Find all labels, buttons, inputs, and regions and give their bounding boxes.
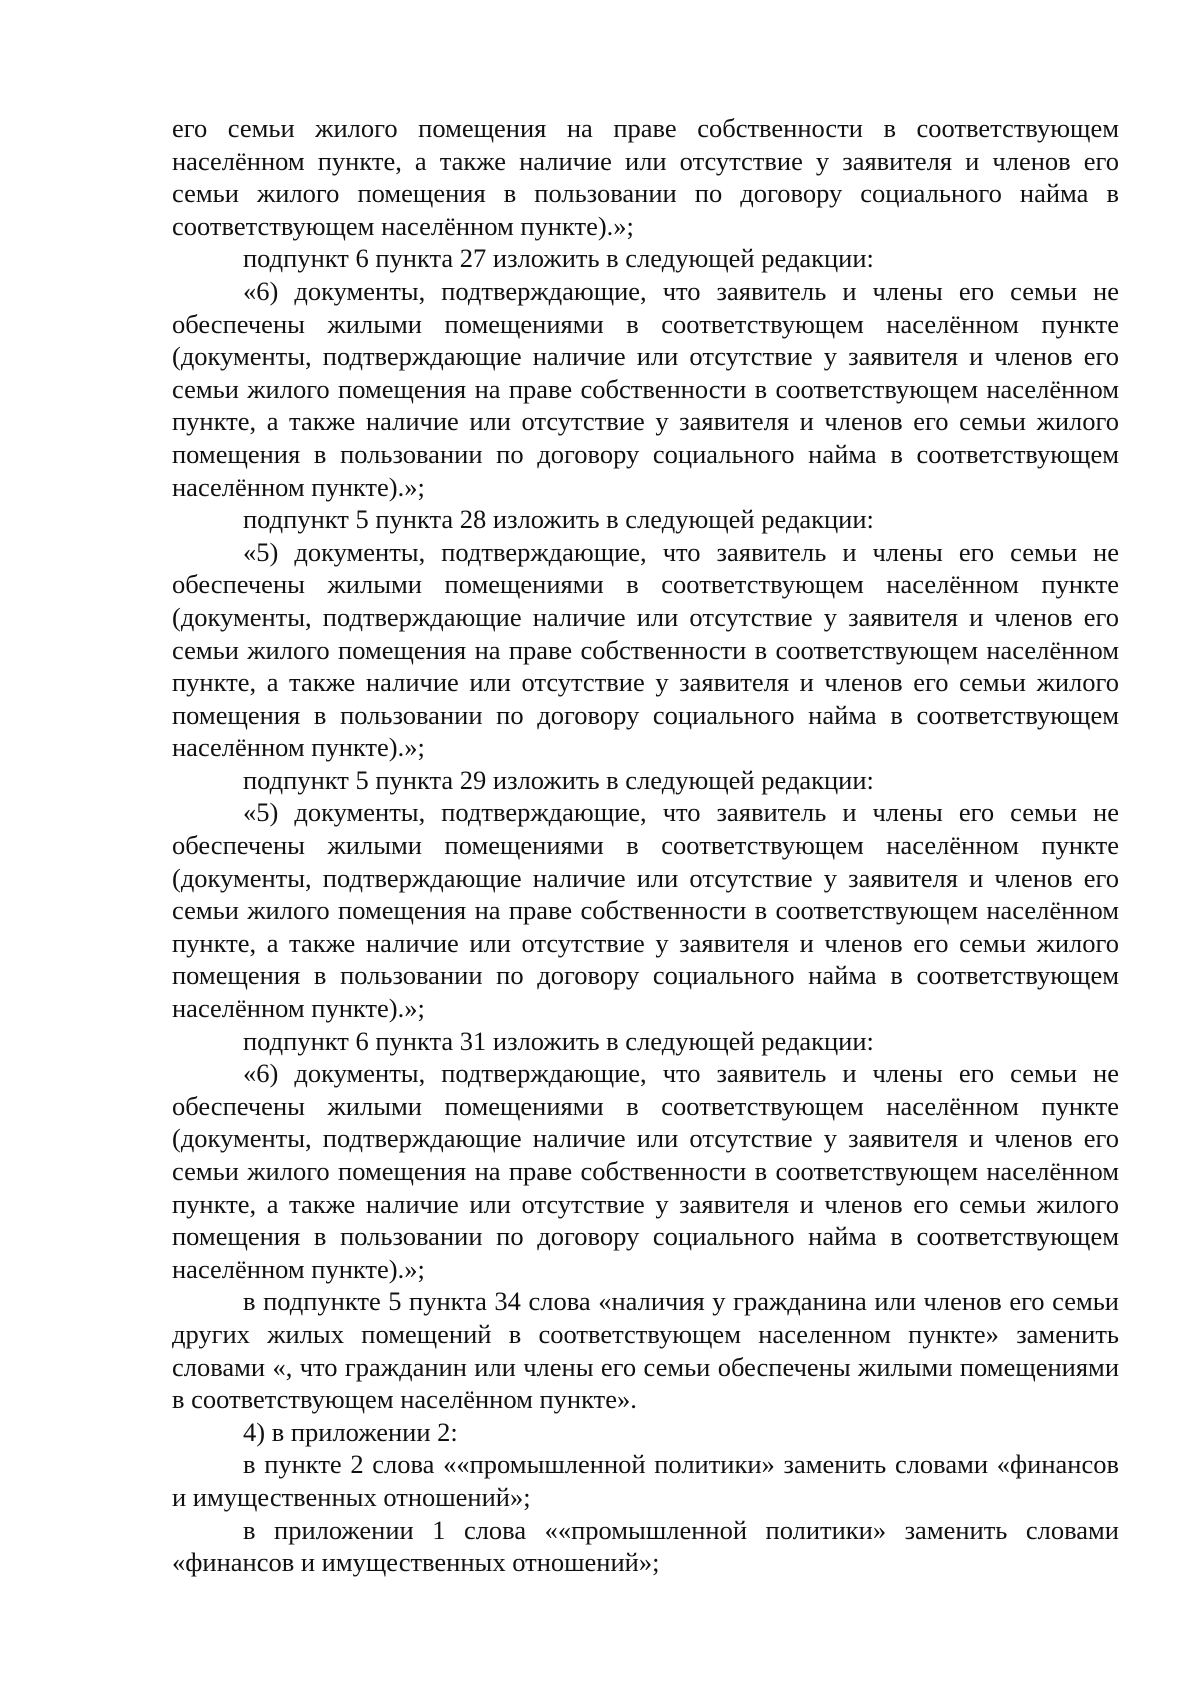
document-page [172, 112, 1119, 1579]
paragraph-continuation: его семьи жилого помещения на праве собственности в соответствующем населённом пункте, а также наличие или отсутствие у заявителя и членов его семьи жилого помещения в пользовании по договору социального найма в соответствующем населённом пункте).»; [172, 113, 1119, 241]
paragraph-item-4-heading: 4) в приложении 2: [243, 1416, 458, 1447]
paragraph-subclause-31-heading: подпункт 6 пункта 31 изложить в следующей редакции: [243, 1025, 874, 1056]
paragraph-subclause-29-heading: подпункт 5 пункта 29 изложить в следующей редакции: [243, 764, 874, 795]
paragraph-subclause-29-text: «5) документы, подтверждающие, что заявитель и члены его семьи не обеспечены жилыми помещениями в соответствующем населённом пункте (документы, подтверждающие наличие или отсутствие у заявителя и членов его семьи жилого помещения на праве собственности в соответствующем населённом пункте, а также наличие или отсутствие у заявителя и членов его семьи жилого помещения в пользовании по договору социального найма в соответствующем населённом пункте).»; [172, 797, 1119, 1024]
paragraph-item-4-point-2: в пункте 2 слова ««промышленной политики» заменить словами «финансов и имущественных отношений»; [172, 1449, 1119, 1512]
paragraph-subclause-31-text: «6) документы, подтверждающие, что заявитель и члены его семьи не обеспечены жилыми помещениями в соответствующем населённом пункте (документы, подтверждающие наличие или отсутствие у заявителя и членов его семьи жилого помещения на праве собственности в соответствующем населённом пункте, а также наличие или отсутствие у заявителя и членов его семьи жилого помещения в пользовании по договору социального найма в соответствующем населённом пункте).»; [172, 1058, 1119, 1284]
paragraph-subclause-27-text: «6) документы, подтверждающие, что заявитель и члены его семьи не обеспечены жилыми помещениями в соответствующем населённом пункте (документы, подтверждающие наличие или отсутствие у заявителя и членов его семьи жилого помещения на праве собственности в соответствующем населённом пункте, а также наличие или отсутствие у заявителя и членов его семьи жилого помещения в пользовании по договору социального найма в соответствующем населённом пункте).»; [172, 275, 1119, 502]
paragraph-subclause-28-text: «5) документы, подтверждающие, что заявитель и члены его семьи не обеспечены жилыми помещениями в соответствующем населённом пункте (документы, подтверждающие наличие или отсутствие у заявителя и членов его семьи жилого помещения на праве собственности в соответствующем населённом пункте, а также наличие или отсутствие у заявителя и членов его семьи жилого помещения в пользовании по договору социального найма в соответствующем населённом пункте).»; [172, 536, 1119, 763]
paragraph-subclause-28-heading: подпункт 5 пункта 28 изложить в следующей редакции: [243, 504, 874, 535]
paragraph-item-4-appendix-1: в приложении 1 слова ««промышленной политики» заменить словами «финансов и имущественных отношений»; [172, 1514, 1119, 1578]
paragraph-subclause-27-heading: подпункт 6 пункта 27 изложить в следующей редакции: [243, 243, 874, 274]
paragraph-subclause-34: в подпункте 5 пункта 34 слова «наличия у гражданина или членов его семьи других жилых помещений в соответствующем населенном пункте» заменить словами «, что гражданин или члены его семьи обеспечены жилыми помещениями в соответствующем населённом пункте». [172, 1286, 1119, 1415]
